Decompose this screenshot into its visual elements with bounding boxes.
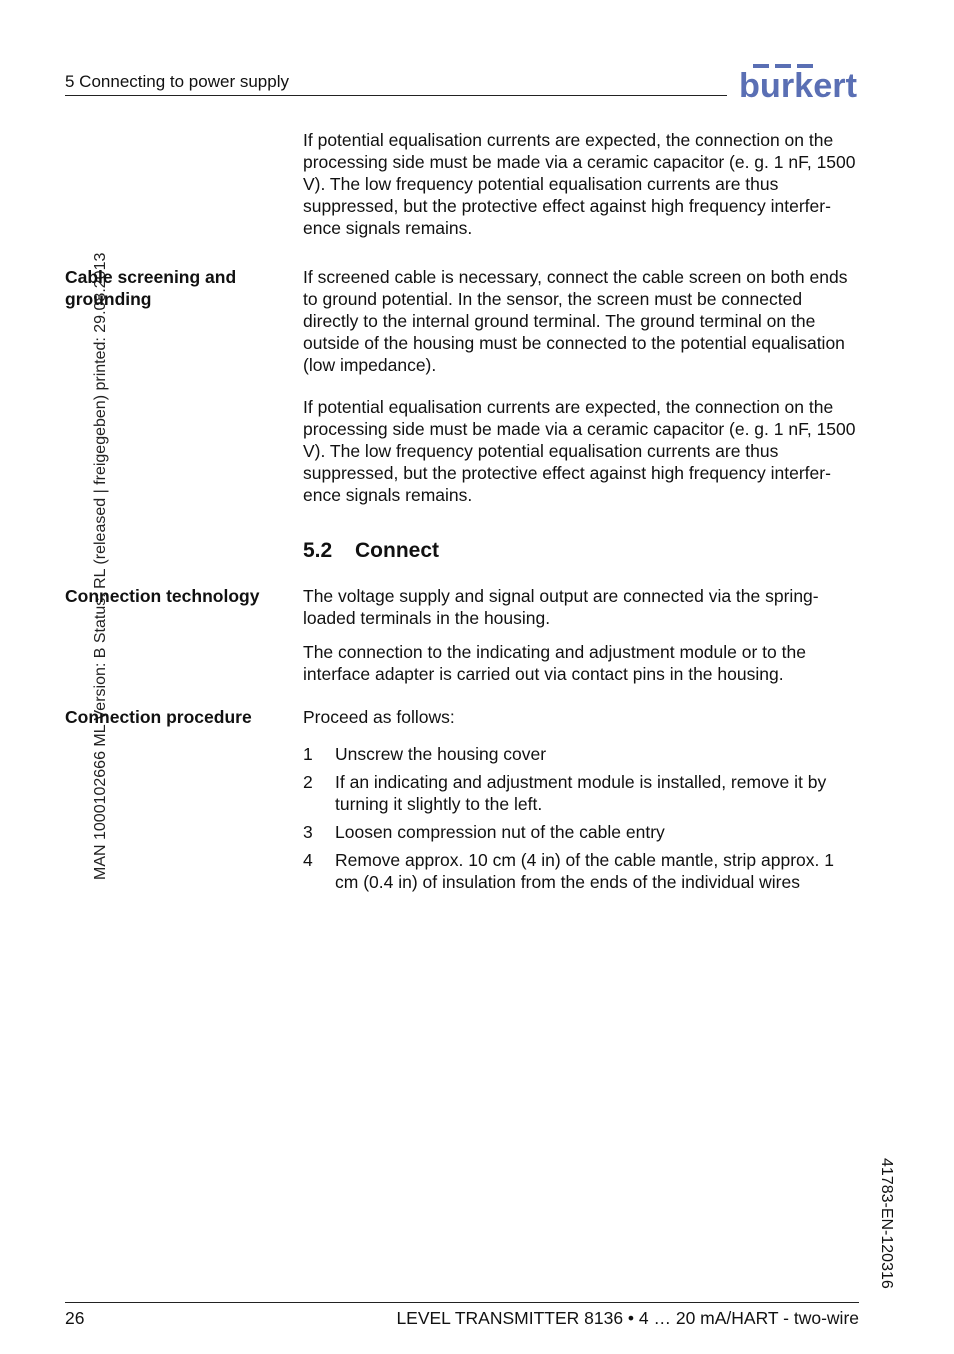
list-item — [303, 849, 859, 893]
label-connection-technology: Connection technology — [65, 586, 260, 606]
list-item — [303, 771, 859, 815]
paragraph-technology-1: The voltage supply and signal output are connected via the spring-loaded terminals in the housing. — [303, 586, 819, 628]
svg-text:burkert: burkert — [739, 67, 857, 102]
label-connection-procedure: Connection procedure — [65, 707, 252, 727]
section-title: Connect — [355, 539, 439, 562]
section-heading — [303, 538, 439, 564]
step-text: Unscrew the housing cover — [335, 744, 547, 764]
step-text: Remove approx. 10 cm (4 in) of the cable mantle, strip approx. 1 cm (0.4 in) of insulation from the ends of the individual wires — [335, 850, 834, 892]
document-number: 41783-EN-120316 — [878, 1158, 895, 1289]
page-number: 26 — [65, 1308, 85, 1328]
step-number: 1 — [303, 744, 313, 764]
document-status-sidebar: MAN 1000102666 ML Version: B Status: RL (released | freigegeben) printed: 29.08.2013 — [92, 252, 109, 880]
step-text: Loosen compression nut of the cable entry — [335, 822, 665, 842]
step-number: 4 — [303, 850, 313, 870]
label-cable-screening: Cable screening and grounding — [65, 267, 237, 309]
procedure-intro: Proceed as follows: — [303, 707, 455, 727]
chapter-header: 5 Connecting to power supply — [65, 72, 289, 91]
footer-rule — [65, 1302, 859, 1303]
section-number: 5.2 — [303, 539, 333, 562]
paragraph-screening-1: If screened cable is necessary, connect the cable screen on both ends to ground potential. In the sensor, the screen must be connected directly to the internal ground terminal. The ground terminal on the outside of the housing must be connected to the potential equalisation (low impedance). — [303, 267, 848, 375]
step-text: If an indicating and adjustment module is installed, remove it by turning it slightly to the left. — [335, 772, 827, 814]
paragraph-screening-2: If potential equalisation currents are expected, the connection on the processing side must be made via a ceramic capacitor (e. g. 1 nF, 1500 V). The low frequency potential equalisation currents are thus suppressed, but the protective effect against high frequency interfer-ence signals remains. — [303, 397, 856, 505]
step-number: 2 — [303, 772, 313, 792]
list-item — [303, 743, 859, 765]
paragraph-intro: If potential equalisation currents are expected, the connection on the processing side must be made via a ceramic capacitor (e. g. 1 nF, 1500 V). The low frequency potential equalisation currents are thus suppressed, but the protective effect against high frequency interfer-ence signals remains. — [303, 130, 856, 238]
header-rule — [65, 95, 727, 96]
burkert-logo — [739, 62, 859, 102]
footer-title: LEVEL TRANSMITTER 8136 • 4 … 20 mA/HART - two-wire — [396, 1308, 859, 1328]
list-item — [303, 821, 859, 843]
step-number: 3 — [303, 822, 313, 842]
paragraph-technology-2: The connection to the indicating and adjustment module or to the interface adapter is carried out via contact pins in the housing. — [303, 642, 806, 684]
